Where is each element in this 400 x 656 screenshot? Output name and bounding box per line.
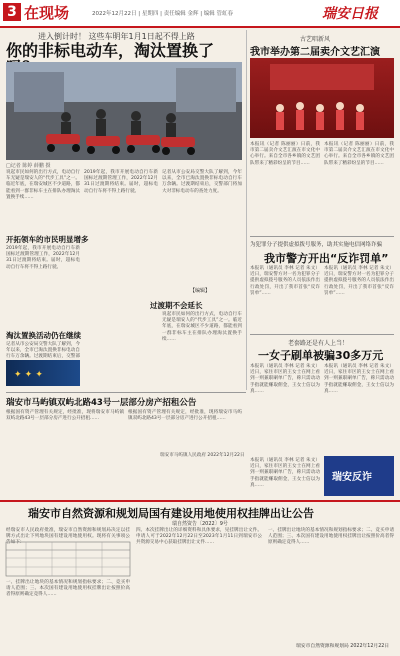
stage-photo: [250, 58, 394, 138]
notice-intro: 经瑞安市人民政府批准，瑞安市自然资源和规划局决定以挂牌方式出让下列地块国有建设用地使用权。现将有关事项公告如下：: [6, 528, 130, 546]
article1-body-a: 说起市民如何的出行方式，电动自行车无疑是瑞安人的“代步工具”之一。临近年底，在瑞安城区不少道路，都能看到一群非标车主在排队办理淘汰置换手续……: [6, 170, 80, 200]
article2-body-a: 本报讯（记者 陈丽丽）日前，我市第二届卖介文艺汇演在市文化中心举行。来自全市各乡镇的文艺团队带来了精彩纷呈的节目……: [250, 142, 320, 166]
issue-meta: 2022年12月22日 | 星期四 | 责任编辑 金辉 | 编辑 管虹春: [92, 11, 234, 17]
article2-kicker: 古艺唱新风: [300, 36, 331, 43]
article4-body-c: 本报讯（通讯员 李林 记者 朱文）近日，家住市区的王女士在网上看到一则兼职刷单广告，称只需动动手指就能赚取佣金，王女士信以为真……: [250, 458, 320, 488]
article4-body-b: 本报讯（通讯员 李林 记者 朱文）近日，家住市区的王女士在网上看到一则兼职刷单广告，称只需动动手指就能赚取佣金，王女士信以为真……: [324, 364, 394, 394]
notice-number: 瑞自然资告〔2022〕9号: [172, 521, 228, 527]
article1-subhead-3: 过渡期不会延长: [150, 301, 203, 310]
article4-kicker: 老套路还是有人上当！: [288, 340, 349, 347]
article1-kicker: 进入倒计时！ 这些车明年1月1日起不得上路: [38, 32, 195, 41]
svg-text:✦ ✦ ✦: ✦ ✦ ✦: [14, 370, 43, 380]
ad1-body-b: 根据国有资产管理有关规定，经批准，现将瑞安市马屿镇双屿北路43号一层部分房产进行公开招租……: [128, 410, 242, 422]
article1-subhead-1: 开拓领车的市民明显增多: [6, 235, 89, 244]
anti-fraud-ad-text: 瑞安反诈: [332, 472, 372, 483]
article3-body-a: 本报讯（通讯员 李林 记者 朱文）近日，瑞安警方对一名为犯罪分子提供虚拟拨号服务的人员依法作出行政处罚，开出了我市首张“反诈罚单”……: [250, 266, 320, 296]
ad1-body-a: 根据国有资产管理有关规定，经批准，现将瑞安市马屿镇双屿北路43号一层部分房产进行公开招租……: [6, 410, 124, 422]
page-number: 3: [3, 3, 21, 21]
ad1-title: 瑞安市马屿镇双屿北路43号一层部分房产招租公告: [6, 398, 197, 408]
article1-body-c: 记者从市公安局交警大队了解到，今年以来，全市已淘汰置换非标电动自行车万余辆。过渡期结束后，交警部: [6, 342, 80, 360]
article1-body-col2: 2019年起，我市开展电动自行车新国标过渡期管理工作，2022年12月31日过渡期将结束。届时，超标电动自行车将不得上路行驶。: [84, 170, 158, 194]
notice-table: [6, 542, 130, 576]
section-name: 在现场: [24, 4, 70, 22]
article3-body-b: 本报讯（通讯员 李林 记者 朱文）近日，瑞安警方对一名为犯罪分子提供虚拟拨号服务的人员依法作出行政处罚，开出了我市首张“反诈罚单”……: [324, 266, 394, 296]
ad1-contact: 瑞安市马屿镇人民政府 2022年12月22日: [160, 453, 245, 458]
notice-top-rule: [0, 500, 400, 502]
article2-title: 我市举办第二届卖介文艺汇演: [250, 47, 380, 58]
feature-graphic: [6, 360, 80, 386]
article1-title: 你的非标电动车，淘汰置换了: [6, 41, 215, 60]
article1-byline: □记者 陈婷 薛鹏 摄: [6, 163, 51, 169]
street-scene-image: [6, 62, 242, 160]
divider: [250, 334, 394, 335]
anti-fraud-ad: [324, 456, 394, 496]
divider: [250, 236, 394, 237]
article1-subhead-2: 淘汰置换活动仍在继续: [6, 331, 81, 340]
notice-body-col1: 一、挂牌出让地块的基本情况和规划指标要求；二、竞买申请人范围；三、本次国有建设用地使用权挂牌出让按照价高者得原则确定竞得人……: [6, 580, 130, 598]
article1-editor: 【编辑】: [190, 288, 211, 294]
article3-title: 我市警方开出“反诈罚单”: [264, 252, 389, 265]
article2-body-b: 本报讯（记者 陈丽丽）日前，我市第二届卖介文艺汇演在市文化中心举行。来自全市各乡镇的文艺团队带来了精彩纷呈的节目……: [324, 142, 394, 166]
article1-body-b: 2019年起，我市开展电动自行车新国标过渡期管理工作，2022年12月31日过渡期将结束。届时，超标电动自行车将不得上路行驶。: [6, 246, 80, 270]
article3-kicker: 为犯罪分子提供虚拟拨号服务，助其实施电信网络诈骗: [250, 242, 383, 248]
article1-body-col3b: 说起市民如何的出行方式，电动自行车无疑是瑞安人的“代步工具”之一。临近年底，在瑞安城区不少道路，都能看到一群非标车主在排队办理淘汰置换手续……: [162, 312, 242, 342]
article1-photo: [6, 62, 242, 160]
article4-title: 一女子刷单被骗30多万元: [258, 349, 384, 362]
notice-body-col2: 四、本次挂牌出让的详细资料和具体要求，见挂牌出让文件。申请人可于2022年12月22日至2023年1月11日到瑞安市公共资源交易中心获取挂牌出让文件……: [136, 528, 262, 546]
newspaper-logo: 瑞安日报: [322, 6, 378, 22]
divider: [6, 392, 246, 393]
notice-title: 瑞安市自然资源和规划局国有建设用地使用权挂牌出让公告: [28, 507, 314, 520]
column-divider: [246, 30, 247, 390]
article4-body-a: 本报讯（通讯员 李林 记者 朱文）近日，家住市区的王女士在网上看到一则兼职刷单广告，称只需动动手指就能赚取佣金，王女士信以为真……: [250, 364, 320, 394]
article1-body-col3: 记者从市公安局交警大队了解到，今年以来，全市已淘汰置换非标电动自行车万余辆。过渡期结束后，交警部门将加大对非标电动车的查处力度。: [162, 170, 242, 194]
notice-body-col3: 一、挂牌出让地块的基本情况和规划指标要求；二、竞买申请人范围；三、本次国有建设用地使用权挂牌出让按照价高者得原则确定竞得人……: [268, 528, 394, 546]
notice-footer: 瑞安市自然资源和规划局 2022年12月22日: [296, 644, 390, 649]
